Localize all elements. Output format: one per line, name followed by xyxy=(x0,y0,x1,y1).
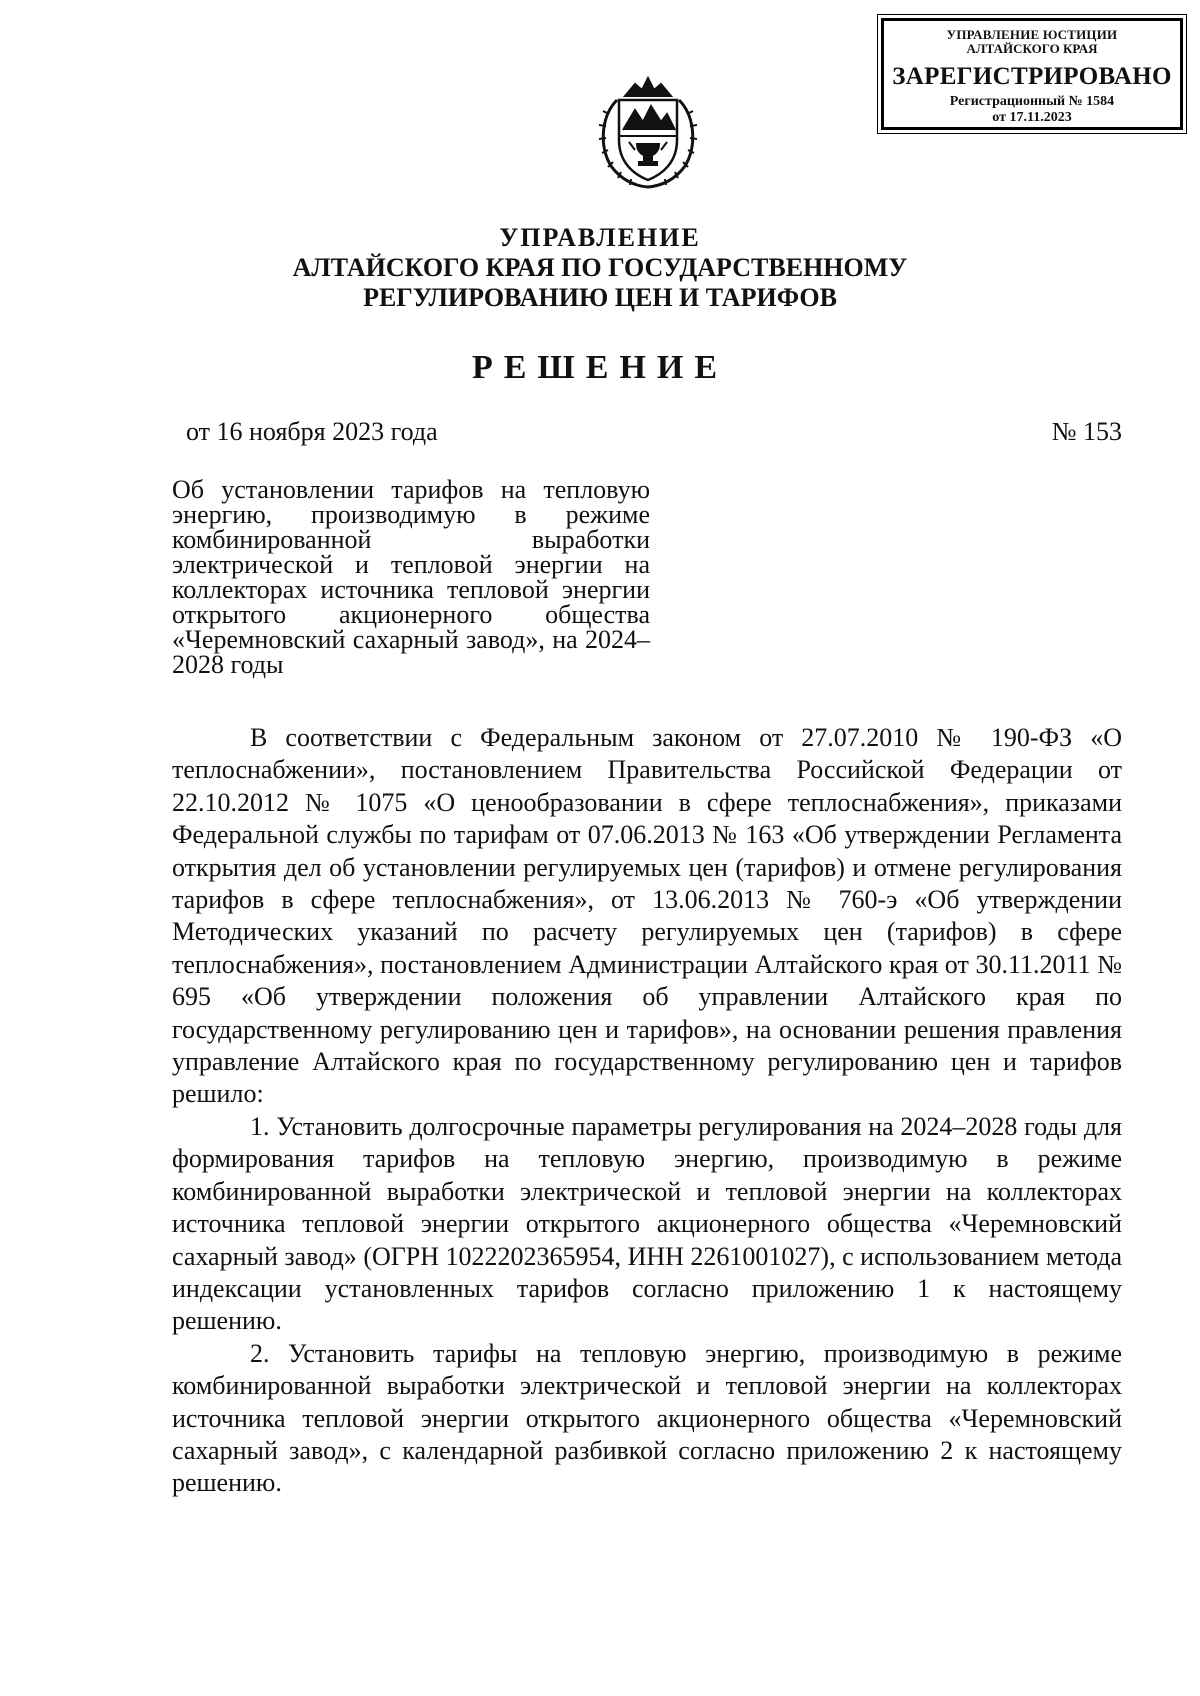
stamp-authority-line2: АЛТАЙСКОГО КРАЯ xyxy=(966,41,1098,56)
document-subject: Об установлении тарифов на тепловую энергию, производимую в режиме комбинированной выработки электрической и тепловой энергии на коллекторах источника тепловой энергии открытого акционерного общества «Черемновский сахарный завод», на 2024–2028 годы xyxy=(172,475,650,679)
document-number: № 153 xyxy=(1051,417,1122,446)
stamp-registered-label: ЗАРЕГИСТРИРОВАНО xyxy=(892,63,1172,90)
document-body xyxy=(172,722,1122,1500)
registration-stamp xyxy=(881,18,1183,130)
stamp-registration-date: от 17.11.2023 xyxy=(992,110,1072,125)
authority-title-line1: УПРАВЛЕНИЕ xyxy=(499,223,701,252)
stamp-authority-line1: УПРАВЛЕНИЕ ЮСТИЦИИ xyxy=(946,27,1118,42)
authority-title-line3: РЕГУЛИРОВАНИЮ ЦЕН И ТАРИФОВ xyxy=(363,283,837,312)
document-date: от 16 ноября 2023 года xyxy=(186,417,438,446)
document-type-heading: РЕШЕНИЕ xyxy=(471,349,729,386)
item-2-paragraph: 2. Установить тарифы на тепловую энергию, производимую в режиме комбинированной выработки электрической и тепловой энергии на коллекторах источника тепловой энергии открытого акционерного общества «Черемновский сахарный завод», с календарной разбивкой согласно приложению 2 к настоящему решению. xyxy=(172,1338,1122,1498)
coat-of-arms-icon xyxy=(595,70,701,190)
authority-title-line2: АЛТАЙСКОГО КРАЯ ПО ГОСУДАРСТВЕННОМУ xyxy=(292,253,908,282)
stamp-registration-number: Регистрационный № 1584 xyxy=(949,94,1115,109)
item-1-paragraph: 1. Установить долгосрочные параметры регулирования на 2024–2028 годы для формирования тарифов на тепловую энергию, производимую в режиме комбинированной выработки электрической и тепловой энергии на коллекторах источника тепловой энергии открытого акционерного общества «Черемновский сахарный завод» (ОГРН 1022202365954, ИНН 2261001027), с использованием метода индексации установленных тарифов согласно приложению 1 к настоящему решению. xyxy=(172,1111,1122,1336)
preamble-paragraph: В соответствии с Федеральным законом от 27.07.2010 № 190-ФЗ «О теплоснабжении», постановлением Правительства Российской Федерации от 22.10.2012 № 1075 «О ценообразовании в сфере теплоснабжения», приказами Федеральной службы по тарифам от 07.06.2013 № 163 «Об утверждении Регламента открытия дел об установлении регулируемых цен (тарифов) и отмене регулирования тарифов в сфере теплоснабжения», от 13.06.2013 № 760-э «Об утверждении Методических указаний по расчету регулируемых цен (тарифов) в сфере теплоснабжения», постановлением Администрации Алтайского края от 30.11.2011 № 695 «Об утверждении положения об управлении Алтайского края по государственному регулированию цен и тарифов», на основании решения правления управление Алтайского края по государственному регулированию цен и тарифов решило: xyxy=(172,723,1122,1109)
